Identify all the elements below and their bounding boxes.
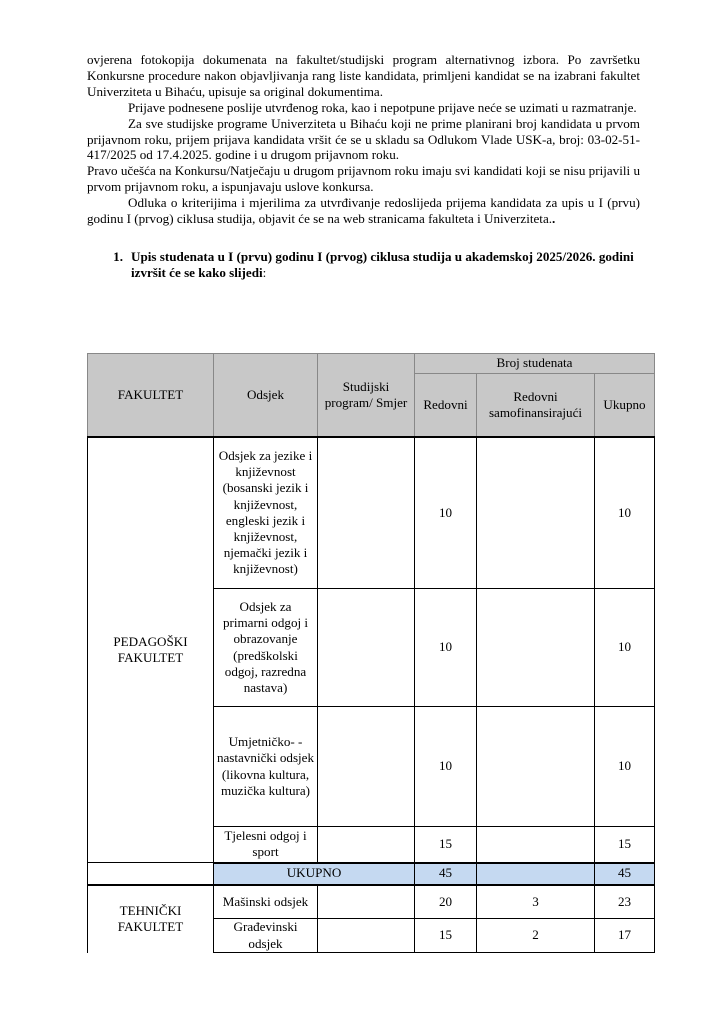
total-redovni: 45 (415, 863, 477, 885)
paragraph-5-period: . (552, 211, 556, 227)
paragraph-2: Prijave podnesene poslije utvrđenog roka, kao i nepotpune prijave neće se uzimati u razmatranje. (128, 99, 637, 115)
faculty-tehnicki: TEHNIČKI FAKULTET (88, 885, 214, 953)
header-odsjek: Odsjek (214, 354, 318, 437)
cell-redovni: 15 (415, 919, 477, 953)
total-spacer (88, 863, 214, 885)
cell-odsjek: Odsjek za primarni odgoj i obrazovanje (predškolski odgoj, razredna nastava) (214, 589, 318, 707)
cell-redovni: 10 (415, 707, 477, 827)
total-label: UKUPNO (214, 863, 415, 885)
section-title (131, 249, 640, 281)
section-title-text: Upis studenata u I (prvu) godinu I (prvog) ciklusa studija u akademskoj 2025/2026. godini izvršit će se kako slijedi (131, 248, 634, 280)
table-row (88, 885, 655, 919)
cell-program (318, 885, 415, 919)
cell-redovni: 15 (415, 827, 477, 863)
cell-ukupno: 23 (595, 885, 655, 919)
header-samofinansirajuci: Redovni samofinansirajući (477, 374, 595, 437)
table-header-row-1 (88, 354, 655, 374)
header-program: Studijski program/ Smjer (318, 354, 415, 437)
cell-program (318, 919, 415, 953)
cell-odsjek: Tjelesni odgoj i sport (214, 827, 318, 863)
cell-redovni: 20 (415, 885, 477, 919)
enrollment-table (87, 353, 655, 953)
cell-ukupno: 17 (595, 919, 655, 953)
header-broj-studenata: Broj studenata (415, 354, 655, 374)
section-number: 1. (113, 248, 123, 264)
paragraph-5-text: Odluka o kriterijima i mjerilima za utvrđivanje redoslijeda prijema kandidata za upis u I (prvu) godinu I (prvog) ciklusa studija, objavit će se na web stranicama fakulteta i Univerziteta. (87, 195, 640, 227)
cell-odsjek: Mašinski odsjek (214, 885, 318, 919)
total-samofin (477, 863, 595, 885)
cell-ukupno: 10 (595, 589, 655, 707)
table-total-row (88, 863, 655, 885)
cell-ukupno: 15 (595, 827, 655, 863)
cell-odsjek: Odsjek za jezike i književnost (bosanski jezik i književnost, engleski jezik i književnost, njemački jezik i književnost) (214, 437, 318, 589)
cell-samofin (477, 827, 595, 863)
cell-samofin: 2 (477, 919, 595, 953)
section-heading (87, 249, 640, 281)
cell-program (318, 707, 415, 827)
cell-odsjek: Umjetničko- -nastavnički odsjek (likovna kultura, muzička kultura) (214, 707, 318, 827)
cell-redovni: 10 (415, 589, 477, 707)
cell-program (318, 827, 415, 863)
paragraph-4: Pravo učešća na Konkursu/Natječaju u drugom prijavnom roku imaju svi kandidati koji se nisu prijavili u prvom prijavnom roku, a ispunjavaju uslove konkursa. (87, 163, 640, 195)
header-fakultet: FAKULTET (88, 354, 214, 437)
cell-ukupno: 10 (595, 437, 655, 589)
header-ukupno: Ukupno (595, 374, 655, 437)
cell-samofin: 3 (477, 885, 595, 919)
cell-program (318, 437, 415, 589)
cell-redovni: 10 (415, 437, 477, 589)
faculty-pedagoski: PEDAGOŠKI FAKULTET (88, 437, 214, 863)
total-ukupno: 45 (595, 863, 655, 885)
cell-program (318, 589, 415, 707)
cell-samofin (477, 707, 595, 827)
paragraph-5 (87, 195, 640, 227)
document-page (87, 52, 640, 281)
paragraph-3: Za sve studijske programe Univerziteta u Bihaću koji ne prime planirani broj kandidata u prvom prijavnom roku, prijem prijava kandidata vršit će se u skladu sa Odlukom Vlade USK-a, broj: 03-02-51-417/2025 od 17.4.2025. godine i u drugom prijavnom roku. (87, 115, 640, 163)
section-title-colon: : (262, 264, 267, 280)
paragraph-1: ovjerena fotokopija dokumenata na fakultet/studijski program alternativnog izbora. Po završetku Konkursne procedure nakon objavljivanja rang liste kandidata, primljeni kandidat se na izabrani fakultet Univerziteta u Bihaću, upisuje sa original dokumentima. (87, 52, 640, 99)
cell-ukupno: 10 (595, 707, 655, 827)
cell-samofin (477, 589, 595, 707)
cell-samofin (477, 437, 595, 589)
header-redovni: Redovni (415, 374, 477, 437)
cell-odsjek: Građevinski odsjek (214, 919, 318, 953)
table-row (88, 437, 655, 589)
